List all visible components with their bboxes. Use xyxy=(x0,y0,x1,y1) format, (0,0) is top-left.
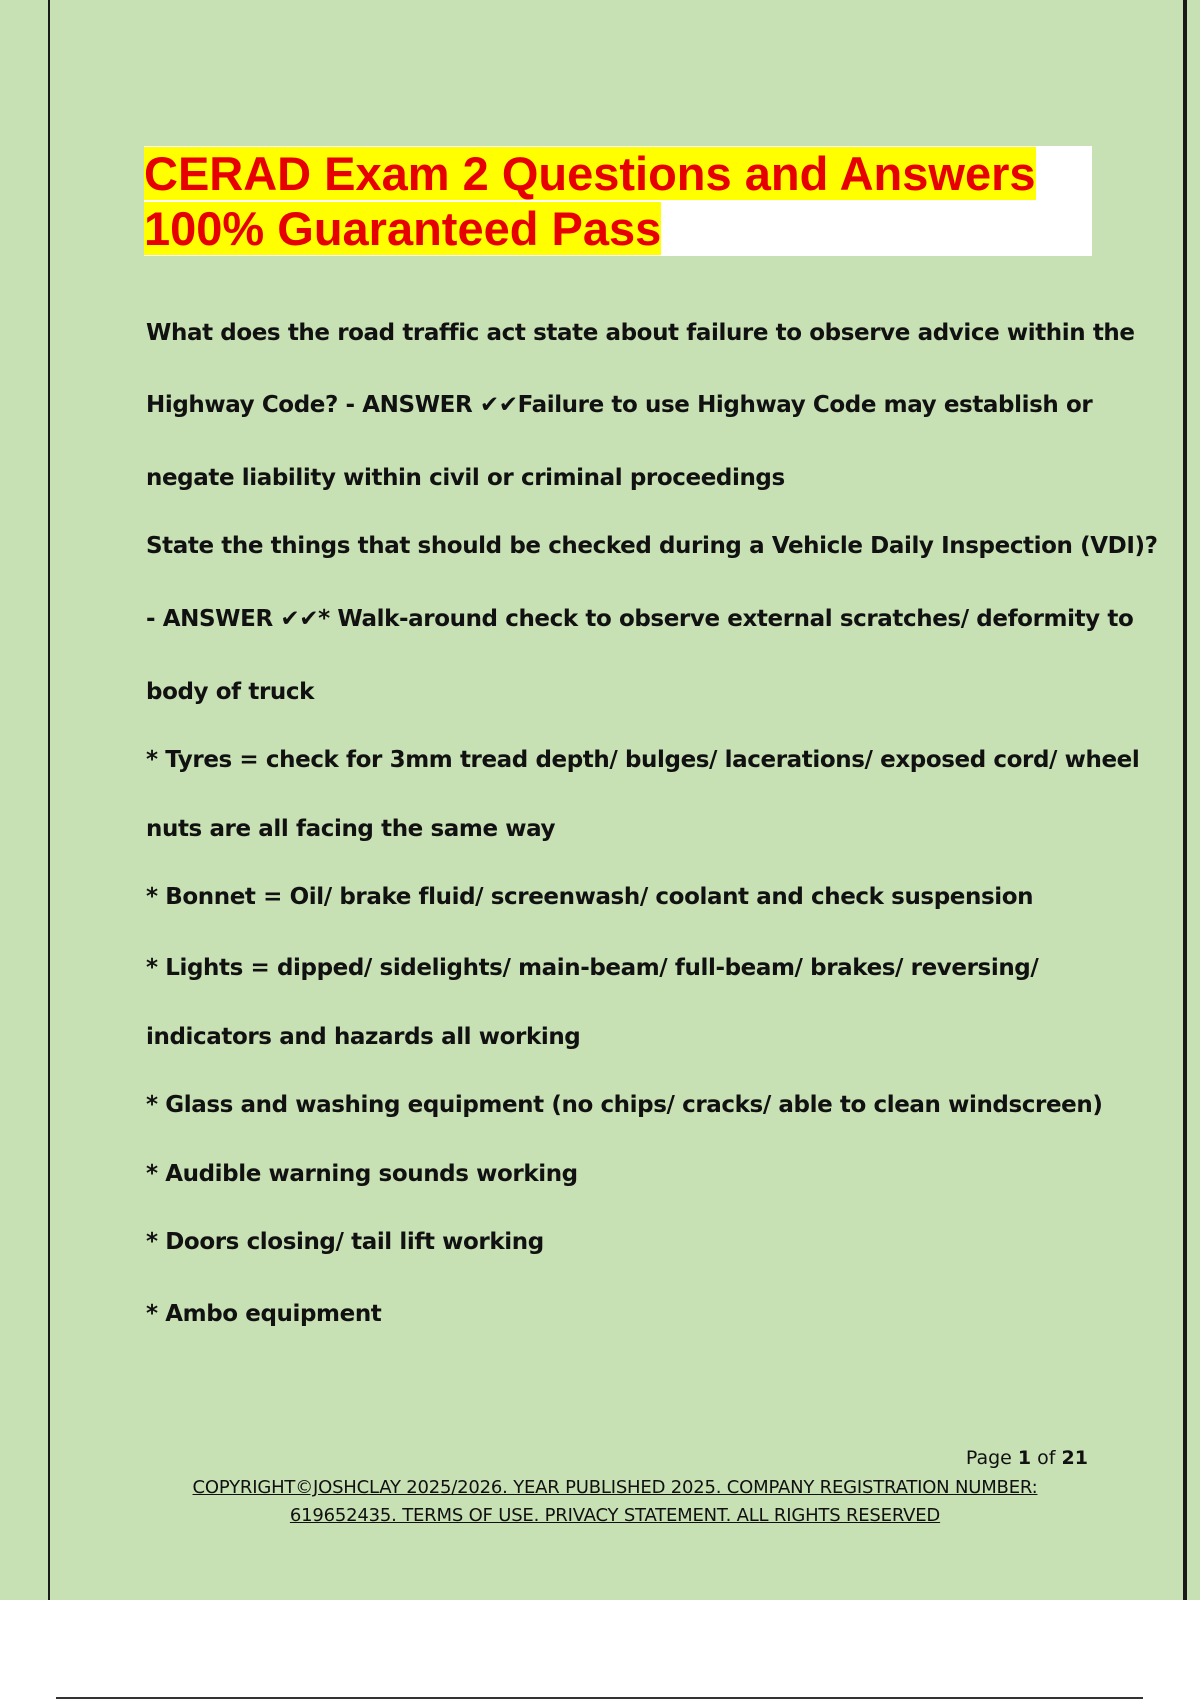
body-line: * Bonnet = Oil/ brake fluid/ screenwash/ coolant and check suspension xyxy=(146,884,1034,910)
page-current: 1 xyxy=(1017,1447,1032,1469)
body-line: * Doors closing/ tail lift working xyxy=(146,1229,544,1255)
document-title xyxy=(144,146,1036,256)
page-right-border xyxy=(1183,0,1187,1600)
title-line-2: 100% Guaranteed Pass xyxy=(144,202,662,255)
title-line-1: CERAD Exam 2 Questions and Answers xyxy=(144,147,1036,200)
body-line: * Audible warning sounds working xyxy=(146,1161,578,1187)
page-label: Page xyxy=(965,1447,1012,1469)
page-of: of xyxy=(1037,1447,1056,1469)
footer-line-2: 619652435. TERMS OF USE. PRIVACY STATEMENT. ALL RIGHTS RESERVED xyxy=(289,1505,941,1526)
body-line: indicators and hazards all working xyxy=(146,1024,581,1050)
page-total: 21 xyxy=(1061,1447,1088,1469)
body-line: nuts are all facing the same way xyxy=(146,816,556,842)
page-number xyxy=(966,1447,1088,1469)
body-line: * Lights = dipped/ sidelights/ main-beam/ full-beam/ brakes/ reversing/ xyxy=(146,955,1039,981)
copyright-footer xyxy=(150,1474,1080,1530)
body-line: State the things that should be checked during a Vehicle Daily Inspection (VDI)? xyxy=(146,533,1158,559)
body-line: - ANSWER ✔✔* Walk-around check to observe external scratches/ deformity to xyxy=(146,606,1134,632)
body-line: * Tyres = check for 3mm tread depth/ bulges/ lacerations/ exposed cord/ wheel xyxy=(146,747,1140,773)
body-line: Highway Code? - ANSWER ✔✔Failure to use Highway Code may establish or xyxy=(146,392,1093,418)
body-line: negate liability within civil or criminal proceedings xyxy=(146,465,785,491)
body-line: * Ambo equipment xyxy=(146,1301,382,1327)
page-left-border xyxy=(48,0,50,1600)
body-line: * Glass and washing equipment (no chips/ cracks/ able to clean windscreen) xyxy=(146,1092,1103,1118)
footer-line-1: COPYRIGHT©JOSHCLAY 2025/2026. YEAR PUBLISHED 2025. COMPANY REGISTRATION NUMBER: xyxy=(192,1477,1038,1498)
bottom-divider xyxy=(56,1697,1143,1699)
body-line: What does the road traffic act state about failure to observe advice within the xyxy=(146,320,1135,346)
body-line: body of truck xyxy=(146,679,314,705)
